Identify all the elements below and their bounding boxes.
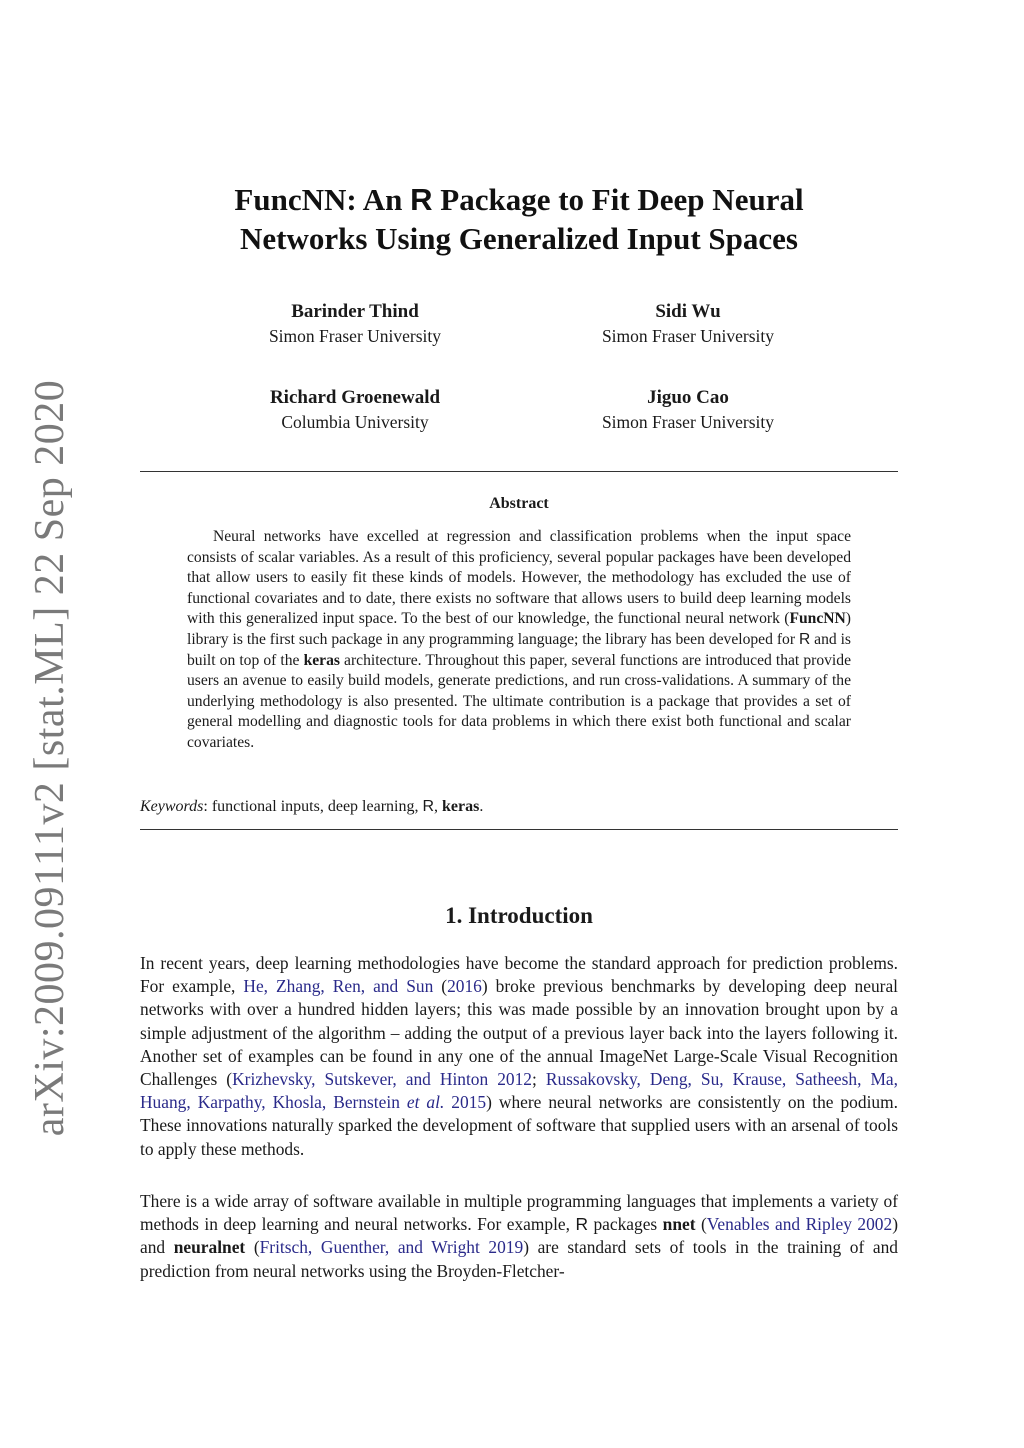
package-nnet: nnet xyxy=(662,1214,696,1235)
author-affiliation: Simon Fraser University xyxy=(601,412,775,432)
author-name: Sidi Wu xyxy=(655,301,721,322)
para-text: ( xyxy=(245,1237,260,1258)
para-text: ; xyxy=(532,1069,546,1090)
title-r-symbol: R xyxy=(410,182,433,217)
author-name: Richard Groenewald xyxy=(269,387,441,408)
para-text: ( xyxy=(433,976,448,997)
abstract-text: and is built on top of the xyxy=(187,630,851,669)
author-affiliation: Simon Fraser University xyxy=(268,326,442,346)
author-block xyxy=(205,386,505,434)
title-part2: Package to Fit Deep Neural xyxy=(432,182,804,217)
keywords-sep: , xyxy=(434,798,443,815)
abstract-heading: Abstract xyxy=(489,495,549,512)
citation-link[interactable]: Venables and Ripley 2002 xyxy=(706,1214,893,1235)
para-text: There is a wide array of software available in multiple programming languages that implements a variety of methods in deep learning and neural networks. For example, xyxy=(140,1191,898,1235)
keywords xyxy=(140,796,898,818)
abstract-text: Neural networks have excelled at regression and classification problems when the input space consists of scalar variables. As a result of this proficiency, several popular packages have been developed that allow users to easily fit these kinds of models. However, the methodology has excluded the use of functional covariates and to date, there exists no software that allows users to build deep learning models with this generalized input space. To the best of our knowledge, the functional neural network ( xyxy=(187,528,851,628)
section-heading: 1. Introduction xyxy=(445,903,593,928)
citation-authors: Russakovsky, Deng, Su, Krause, Satheesh, Ma, Huang, Karpathy, Khosla, Bernstein xyxy=(140,1069,898,1113)
intro-paragraph-1 xyxy=(140,952,898,1161)
citation-link[interactable]: He, Zhang, Ren, and Sun xyxy=(243,976,434,997)
author-block xyxy=(538,386,838,434)
para-text: ) broke previous benchmarks by developing deep neural networks with over a hundred hidden layers; this was made possible by an innovation brought upon by a simple adjustment of the algorithm – adding the output of a previous layer back into the layers following it. Another set of examples can be found in any one of the annual ImageNet Large-Scale Visual Recognition Challenges ( xyxy=(140,976,898,1090)
para-text: ) where neural networks are consistently on the podium. These innovations naturally sparked the development of software that supplied users with an arsenal of tools to apply these methods. xyxy=(140,1092,898,1159)
para-text: ) and xyxy=(140,1214,898,1258)
para-text: ) are standard sets of tools in the training of and prediction from neural networks using the Broyden-Fletcher- xyxy=(140,1237,899,1281)
r-symbol: R xyxy=(575,1214,589,1235)
author-block xyxy=(538,300,838,348)
author-name: Jiguo Cao xyxy=(647,387,729,408)
abstract-text: architecture. Throughout this paper, several functions are introduced that provide users an avenue to easily build models, generate predictions, and run cross-validations. A summary of the underlying methodology is also presented. The ultimate contribution is a package that provides a set of general modelling and diagnostic tools for data problems in which there exist both functional and scalar covariates. xyxy=(187,651,851,751)
arxiv-id: arXiv:2009.09111v2 [stat.ML] 22 Sep 2020 xyxy=(27,379,74,1136)
abstract-text: ) library is the first such package in any programming language; the library has been developed for xyxy=(187,610,851,648)
author-block xyxy=(205,300,505,348)
author-affiliation: Simon Fraser University xyxy=(601,326,775,346)
abstract-body xyxy=(187,527,851,754)
top-rule xyxy=(140,471,898,472)
citation-link[interactable]: Fritsch, Guenther, and Wright 2019 xyxy=(259,1237,524,1258)
paper-title xyxy=(140,180,898,258)
abstract-funcnn: FuncNN xyxy=(789,610,846,628)
package-neuralnet: neuralnet xyxy=(173,1237,246,1258)
citation-etal: et al. xyxy=(406,1092,445,1113)
para-text: In recent years, deep learning methodologies have become the standard approach for prediction problems. For example, xyxy=(140,953,898,997)
keywords-end: . xyxy=(479,798,484,815)
abstract-r: R xyxy=(798,630,811,648)
citation-year: 2015 xyxy=(444,1092,487,1113)
para-text: packages xyxy=(588,1214,663,1235)
abstract-keras: keras xyxy=(303,651,340,669)
arxiv-stamp xyxy=(12,379,88,1136)
keywords-text: : functional inputs, deep learning, xyxy=(203,798,423,815)
keywords-keras: keras xyxy=(442,798,480,815)
title-line2: Networks Using Generalized Input Spaces xyxy=(239,221,798,256)
title-part1: FuncNN: An xyxy=(234,182,411,217)
author-name: Barinder Thind xyxy=(291,301,419,322)
para-text: ( xyxy=(695,1214,707,1235)
keywords-label: Keywords xyxy=(140,798,204,815)
citation-link[interactable]: 2016 xyxy=(447,976,482,997)
keywords-r: R xyxy=(422,798,435,815)
bottom-rule xyxy=(140,829,898,830)
intro-paragraph-2 xyxy=(140,1190,898,1283)
author-affiliation: Columbia University xyxy=(281,412,429,432)
citation-link[interactable]: Krizhevsky, Sutskever, and Hinton 2012 xyxy=(232,1069,532,1090)
